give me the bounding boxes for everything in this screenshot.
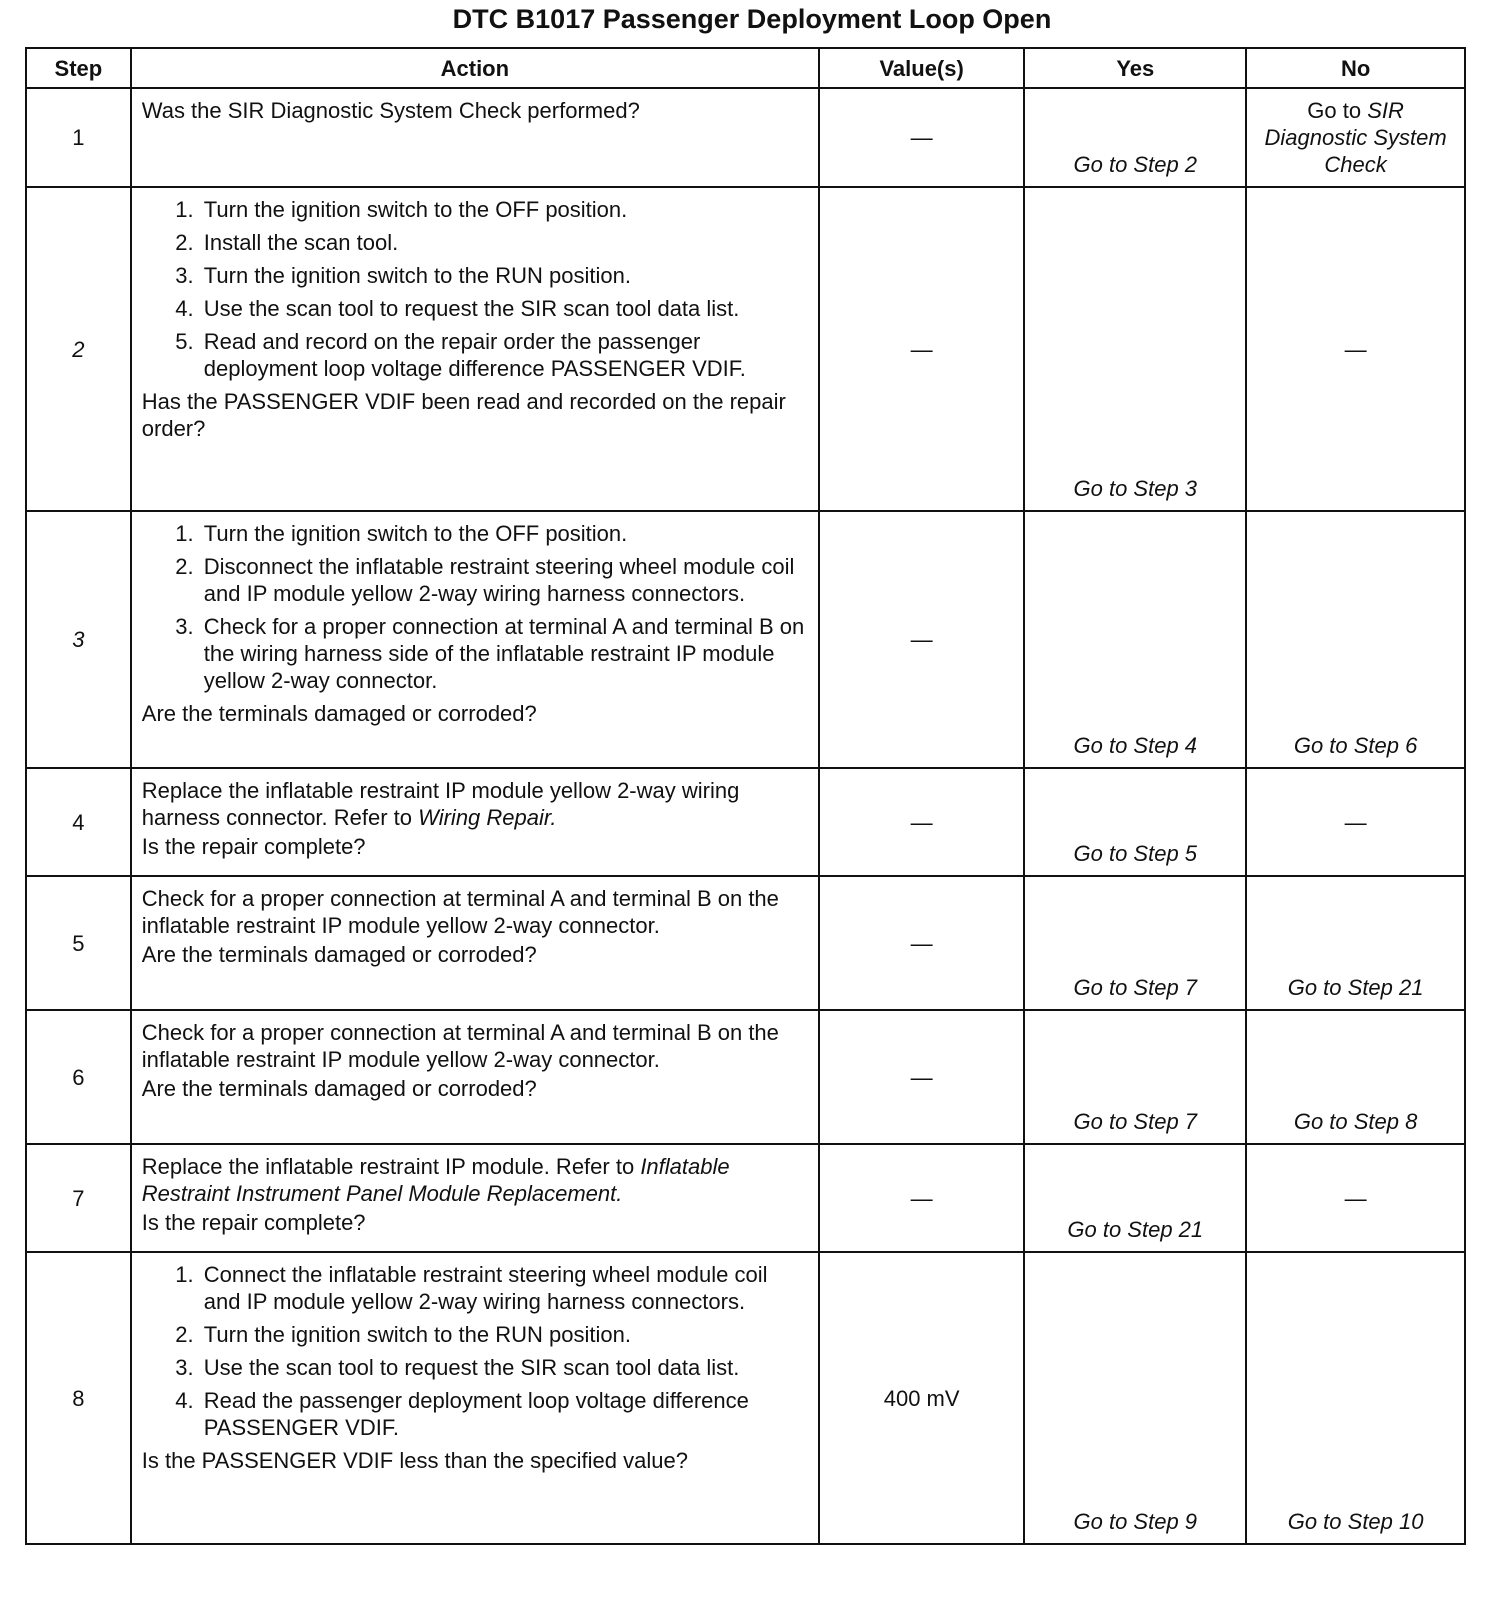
step-number: 3 (26, 511, 131, 768)
header-action: Action (131, 48, 819, 88)
action-text: Check for a proper connection at terminal A and terminal B on the inflatable restraint IP module yellow 2-way connector. (141, 886, 779, 938)
value-cell: — (819, 1010, 1024, 1144)
value-cell: — (819, 1144, 1024, 1252)
list-item: 1. Turn the ignition switch to the OFF position. (200, 520, 808, 547)
no-cell: — (1246, 1144, 1465, 1252)
yes-cell: Go to Step 5 (1024, 768, 1246, 876)
action-cell (131, 1252, 819, 1544)
action-question: Has the PASSENGER VDIF been read and recorded on the repair order? (141, 389, 786, 441)
header-step: Step (26, 48, 131, 88)
value-cell: — (819, 768, 1024, 876)
yes-cell: Go to Step 9 (1024, 1252, 1246, 1544)
list-item: 2. Disconnect the inflatable restraint steering wheel module coil and IP module yellow 2-way wiring harness connectors. (200, 553, 808, 607)
action-cell (131, 768, 819, 876)
no-prefix: Go to (1307, 98, 1368, 123)
action-text-body: Replace the inflatable restraint IP module. Refer to (141, 1154, 641, 1179)
header-yes: Yes (1024, 48, 1246, 88)
yes-cell: Go to Step 7 (1024, 876, 1246, 1010)
value-cell: — (819, 88, 1024, 187)
list-item: 2. Turn the ignition switch to the RUN position. (200, 1321, 808, 1348)
step-number: 7 (26, 1144, 131, 1252)
list-item: 3. Turn the ignition switch to the RUN position. (200, 262, 808, 289)
list-item: 4. Use the scan tool to request the SIR scan tool data list. (200, 295, 808, 322)
no-cell: — (1246, 768, 1465, 876)
action-cell (131, 1010, 819, 1144)
action-cell (131, 88, 819, 187)
list-item: 2. Install the scan tool. (200, 229, 808, 256)
list-item: 1. Turn the ignition switch to the OFF position. (200, 196, 808, 223)
step-number: 1 (26, 88, 131, 187)
diagnostic-table (25, 47, 1466, 1545)
action-cell (131, 876, 819, 1010)
no-cell: Go to Step 10 (1246, 1252, 1465, 1544)
no-cell: Go to Step 8 (1246, 1010, 1465, 1144)
header-values: Value(s) (819, 48, 1024, 88)
action-text: Check for a proper connection at terminal A and terminal B on the inflatable restraint IP module yellow 2-way connector. (141, 1020, 779, 1072)
table-row-step-7 (26, 1144, 1465, 1252)
no-cell: Go to Step 6 (1246, 511, 1465, 768)
list-item: 1. Connect the inflatable restraint steering wheel module coil and IP module yellow 2-way wiring harness connectors. (200, 1261, 808, 1315)
yes-cell: Go to Step 3 (1024, 187, 1246, 511)
step-number: 8 (26, 1252, 131, 1544)
action-question: Is the repair complete? (141, 834, 366, 859)
step-number: 4 (26, 768, 131, 876)
yes-cell: Go to Step 2 (1024, 88, 1246, 187)
action-text: Was the SIR Diagnostic System Check performed? (141, 98, 640, 123)
table-row-step-6 (26, 1010, 1465, 1144)
value-cell: — (819, 187, 1024, 511)
list-item: 3. Check for a proper connection at terminal A and terminal B on the wiring harness side of the inflatable restraint IP module yellow 2-way connector. (200, 613, 808, 694)
page-title: DTC B1017 Passenger Deployment Loop Open (452, 4, 1052, 34)
value-cell: 400 mV (819, 1252, 1024, 1544)
table-header-row (26, 48, 1465, 88)
table-row-step-5 (26, 876, 1465, 1010)
yes-cell: Go to Step 7 (1024, 1010, 1246, 1144)
list-item: 3. Use the scan tool to request the SIR scan tool data list. (200, 1354, 808, 1381)
action-text (142, 777, 808, 831)
value-cell: — (819, 876, 1024, 1010)
action-steps-list (142, 1261, 808, 1441)
step-number: 6 (26, 1010, 131, 1144)
table-row-step-2 (26, 187, 1465, 511)
action-text (142, 1153, 808, 1207)
table-row-step-4 (26, 768, 1465, 876)
action-cell (131, 511, 819, 768)
header-no: No (1246, 48, 1465, 88)
action-cell (131, 1144, 819, 1252)
action-link: Wiring Repair. (418, 805, 557, 830)
no-cell (1246, 88, 1465, 187)
table-row-step-1 (26, 88, 1465, 187)
value-cell: — (819, 511, 1024, 768)
action-question: Are the terminals damaged or corroded? (141, 701, 537, 726)
no-cell: — (1246, 187, 1465, 511)
table-row-step-3 (26, 511, 1465, 768)
action-link: Inflatable Restraint Instrument Panel Module Replacement. (141, 1154, 730, 1206)
no-link: SIR Diagnostic System Check (1264, 98, 1447, 177)
action-steps-list (142, 196, 808, 382)
table-row-step-8 (26, 1252, 1465, 1544)
step-number: 2 (26, 187, 131, 511)
step-number: 5 (26, 876, 131, 1010)
action-steps-list (142, 520, 808, 694)
action-question: Are the terminals damaged or corroded? (141, 1076, 537, 1101)
no-cell: Go to Step 21 (1246, 876, 1465, 1010)
action-text-body: Replace the inflatable restraint IP module yellow 2-way wiring harness connector. Refer to (141, 778, 740, 830)
action-question: Is the PASSENGER VDIF less than the specified value? (141, 1448, 688, 1473)
yes-cell: Go to Step 21 (1024, 1144, 1246, 1252)
list-item: 4. Read the passenger deployment loop voltage difference PASSENGER VDIF. (200, 1387, 808, 1441)
action-question: Is the repair complete? (141, 1210, 366, 1235)
action-cell (131, 187, 819, 511)
list-item: 5. Read and record on the repair order the passenger deployment loop voltage difference PASSENGER VDIF. (200, 328, 808, 382)
action-question: Are the terminals damaged or corroded? (141, 942, 537, 967)
yes-cell: Go to Step 4 (1024, 511, 1246, 768)
